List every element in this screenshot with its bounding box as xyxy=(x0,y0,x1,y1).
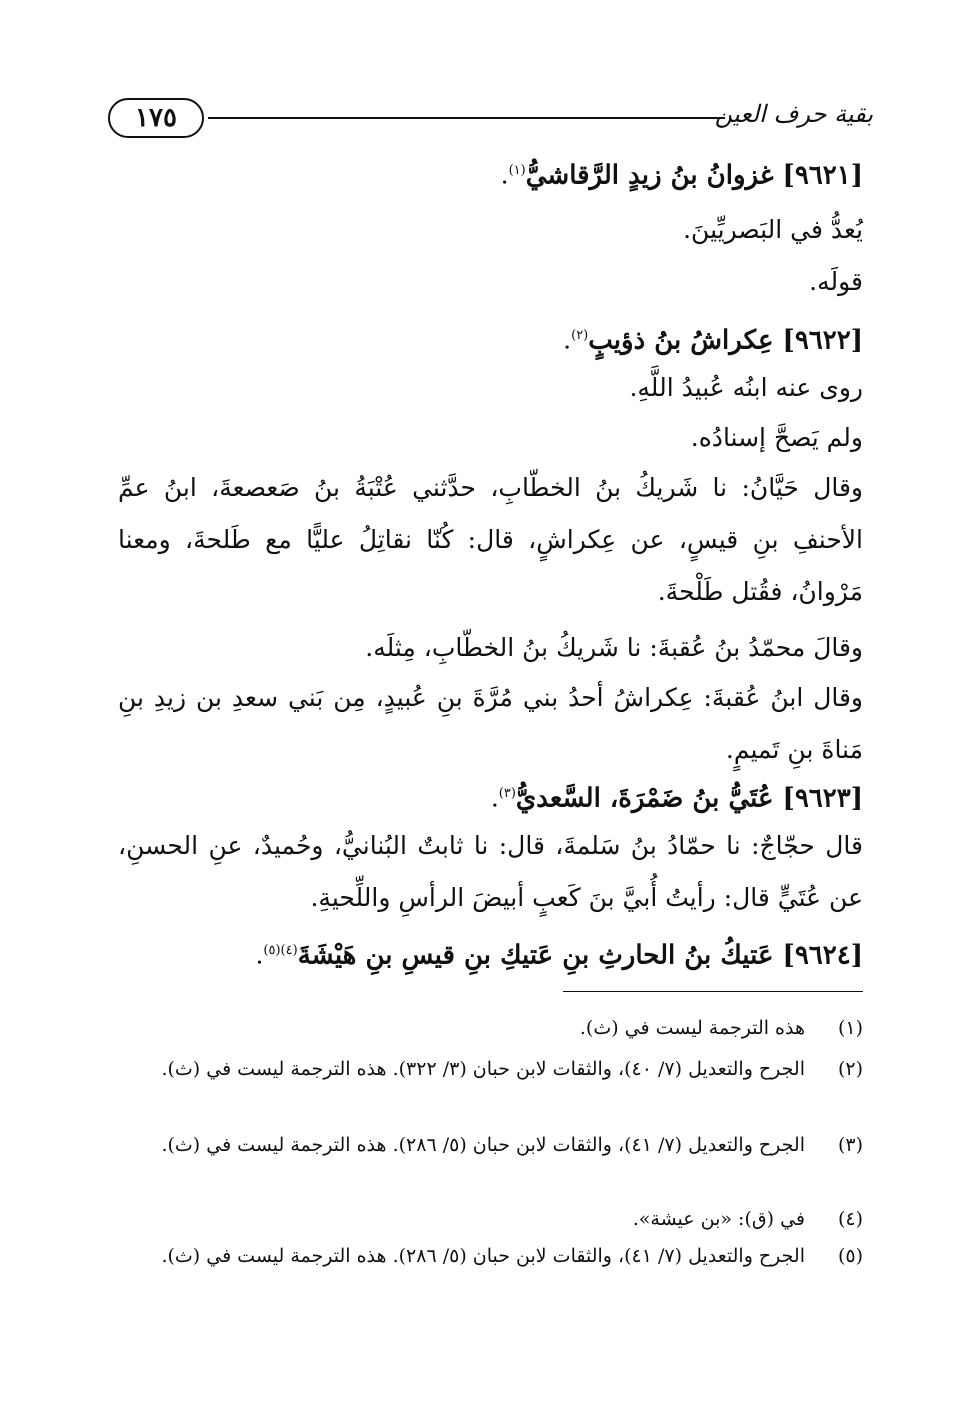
entry-heading: [٩٦٢٤] عَتيكُ بنُ الحارثِ بنِ عَتيكِ بنِ قيسِ بنِ هَيْشَةَ xyxy=(297,940,863,971)
running-header xyxy=(108,92,873,148)
entry-heading: [٩٦٢٣] عُتَيُّ بنُ ضَمْرَةَ، السَّعديُّ xyxy=(515,783,863,814)
footnote-text: في (ق): «بن عيشة». xyxy=(632,1208,805,1230)
footnote xyxy=(118,1129,863,1161)
chapter-title: بقية حرف العين xyxy=(714,100,873,128)
footnote-number: (٥) xyxy=(837,1245,863,1267)
footnote-ref: (٢) xyxy=(571,328,589,343)
body-paragraph: قال حجّاجٌ: نا حمّادُ بنُ سَلمةَ، قال: نا ثابتٌ البُنانيُّ، وحُميدٌ، عنِ الحسنِ، عن عُتَيٍّ قال: رأيتُ أُبيَّ بنَ كَعبٍ أبيضَ الرأسِ واللِّحيةِ. xyxy=(118,831,863,912)
body-line: قولَه. xyxy=(809,267,863,296)
footnote xyxy=(118,1240,863,1272)
footnote-number: (٢) xyxy=(837,1058,863,1080)
entry-heading: [٩٦٢٢] عِكراشُ بنُ ذؤيبٍ xyxy=(588,325,863,356)
footnote-separator xyxy=(563,991,863,992)
footnote-text: هذه الترجمة ليست في (ث). xyxy=(579,1017,805,1039)
page-number: ١٧٥ xyxy=(108,98,204,138)
footnote-text: الجرح والتعديل (٧/ ٤١)، والثقات لابن حبان (٥/ ٢٨٦). هذه الترجمة ليست في (ث). xyxy=(161,1134,805,1156)
body-paragraph: وقال ابنُ عُقبةَ: عِكراشُ أحدُ بني مُرَّةَ بنِ عُبيدٍ، مِن بَني سعدِ بن زيدِ بنِ مَناةَ بنِ تَميمٍ. xyxy=(118,683,863,764)
footnote-text: الجرح والتعديل (٧/ ٤٠)، والثقات لابن حبان (٣/ ٣٢٢). هذه الترجمة ليست في (ث). xyxy=(161,1058,805,1080)
footnote-ref: (١) xyxy=(508,163,526,178)
entry-9624-heading: [٩٦٢٤] عَتيكُ بنُ الحارثِ بنِ عَتيكِ بنِ قيسِ بنِ هَيْشَةَ$^{(٤)(٥)}$. xyxy=(255,940,863,971)
footnote-ref: (٣) xyxy=(498,786,516,801)
footnote xyxy=(118,1203,863,1235)
entry-9622-heading: [٩٦٢٢] عِكراشُ بنُ ذؤيبٍ$^{(٢)}$. xyxy=(563,325,863,356)
footnote-number: (٤) xyxy=(837,1208,863,1230)
header-rule xyxy=(208,117,725,119)
footnote-number: (١) xyxy=(837,1017,863,1039)
body-line: ولم يَصحَّ إسنادُه. xyxy=(690,423,863,452)
footnote xyxy=(118,1012,863,1044)
footnote-text: الجرح والتعديل (٧/ ٤١)، والثقات لابن حبان (٥/ ٢٨٦). هذه الترجمة ليست في (ث). xyxy=(161,1245,805,1267)
entry-9621-heading: [٩٦٢١] غزوانُ بنُ زيدٍ الرَّقاشيُّ$^{(١)}$. xyxy=(500,160,863,191)
body-paragraph: وقال حَيَّانُ: نا شَريكُ بنُ الخطّابِ، حدَّثني عُتْبَةُ بنُ صَعصعةَ، ابنُ عمِّ الأحنفِ بنِ قيسٍ، عن عِكراشٍ، قال: كُنّا نقاتِلُ عليًّا مع طَلحةَ، ومعنا مَرْوانُ، فقُتل طَلْحةَ. xyxy=(118,473,863,606)
footnote-ref: (٤)(٥) xyxy=(263,943,298,958)
body-line: يُعدُّ في البَصريِّينَ. xyxy=(683,215,863,244)
entry-heading: [٩٦٢١] غزوانُ بنُ زيدٍ الرَّقاشيُّ xyxy=(525,160,863,191)
footnote xyxy=(118,1053,863,1085)
body-line: روى عنه ابنُه عُبيدُ اللَّهِ. xyxy=(629,373,863,402)
footnote-number: (٣) xyxy=(837,1134,863,1156)
entry-9623-heading: [٩٦٢٣] عُتَيُّ بنُ ضَمْرَةَ، السَّعديُّ$^{(٣)}$. xyxy=(490,783,863,814)
body-line: وقالَ محمّدُ بنُ عُقبةَ: نا شَريكُ بنُ الخطّابِ، مِثلَه. xyxy=(365,633,863,662)
